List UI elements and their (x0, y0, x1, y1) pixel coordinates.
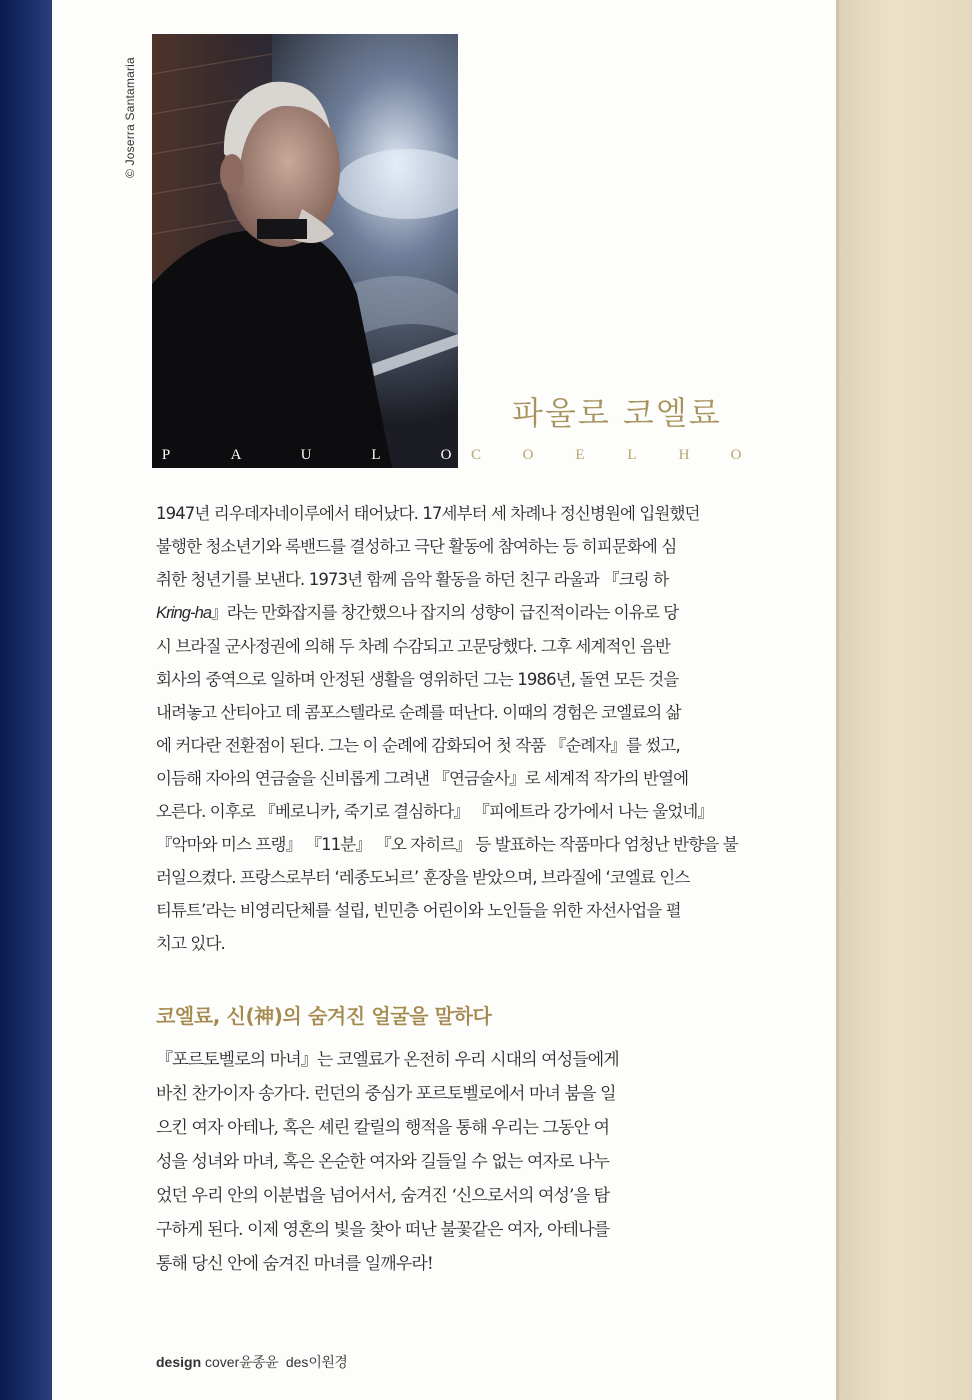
author-name-korean: 파울로 코엘료 (512, 394, 722, 432)
author-photo (152, 34, 458, 468)
bio-line-rest: 』라는 만화잡지를 창간했으나 잡지의 성향이 급진적이라는 이유로 당 (211, 603, 679, 622)
letter: H (678, 447, 690, 463)
letter: C (470, 447, 481, 463)
letter: L (627, 447, 637, 463)
intro-line: 으킨 여자 아테나, 혹은 셰린 칼릴의 행적을 통해 우리는 그동안 여 (156, 1118, 610, 1138)
designer-name: 이원경 (308, 1355, 348, 1371)
intro-line: 통해 당신 안에 숨겨진 마녀를 일깨우라! (156, 1254, 433, 1274)
intro-line: 었던 우리 안의 이분법을 넘어서서, 숨겨진 ‘신으로서의 여성’을 탐 (156, 1186, 610, 1206)
bio-line: 치고 있다. (156, 934, 225, 953)
page-edge-shadow (836, 0, 839, 1400)
cover-label: cover (205, 1354, 240, 1370)
letter: L (371, 447, 381, 463)
author-last-name-latin (466, 447, 746, 464)
letter: A (230, 447, 242, 463)
design-credits (156, 1352, 347, 1372)
bio-line: 회사의 중역으로 일하며 안정된 생활을 영위하던 그는 1986년, 돌연 모든 것을 (156, 670, 679, 689)
back-cover-band (838, 0, 972, 1400)
author-biography (156, 497, 746, 960)
bio-line: 시 브라질 군사정권에 의해 두 차례 수감되고 고문당했다. 그후 세계적인 음반 (156, 637, 671, 656)
bio-line (156, 596, 746, 630)
magazine-title-italic: Kring-ha (156, 604, 212, 622)
letter: O (522, 447, 534, 463)
intro-line: 성을 성녀와 마녀, 혹은 온순한 여자와 길들일 수 없는 여자로 나누 (156, 1152, 610, 1172)
bio-line: 취한 청년기를 보낸다. 1973년 함께 음악 활동을 하던 친구 라울과 『크링 하 (156, 570, 669, 589)
author-first-name-latin (156, 447, 456, 464)
letter: U (300, 447, 312, 463)
letter: O (730, 447, 742, 463)
spine-band (0, 0, 52, 1400)
photo-credit: © Joserra Santamaria (123, 57, 137, 178)
bio-line: 이듬해 자아의 연금술을 신비롭게 그려낸 『연금술사』로 세계적 작가의 반열에 (156, 769, 689, 788)
bio-line: 에 커다란 전환점이 된다. 그는 이 순례에 감화되어 첫 작품 『순례자』를 썼고, (156, 736, 680, 755)
des-label: des (285, 1354, 309, 1370)
design-label: design (156, 1354, 202, 1370)
intro-line: 바친 찬가이자 송가다. 런던의 중심가 포르토벨로에서 마녀 붐을 일 (156, 1084, 616, 1104)
letter: E (575, 447, 585, 463)
letter: P (161, 447, 171, 463)
author-photo-illustration (152, 34, 458, 468)
letter: O (440, 447, 452, 463)
intro-line: 『포르토벨로의 마녀』는 코엘료가 온전히 우리 시대의 여성들에게 (156, 1050, 619, 1070)
bio-line: 러일으켰다. 프랑스로부터 ‘레종도뇌르’ 훈장을 받았으며, 브라질에 ‘코엘료 인스 (156, 868, 690, 887)
bio-line: 티튜트’라는 비영리단체를 설립, 빈민층 어린이와 노인들을 위한 자선사업을 펼 (156, 901, 681, 920)
bio-line: 내려놓고 산티아고 데 콤포스텔라로 순례를 떠난다. 이때의 경험은 코엘료의 삶 (156, 703, 681, 722)
bio-line: 『악마와 미스 프랭』 『11분』 『오 자히르』 등 발표하는 작품마다 엄청난 반향을 불 (156, 835, 738, 854)
intro-line: 구하게 된다. 이제 영혼의 빛을 찾아 떠난 불꽃같은 여자, 아테나를 (156, 1220, 610, 1240)
bio-line: 오른다. 이후로 『베로니카, 죽기로 결심하다』 『피에트라 강가에서 나는 울었네』 (156, 802, 714, 821)
section-title: 코엘료, 신(神)의 숨겨진 얼굴을 말하다 (156, 1004, 492, 1028)
bio-line: 불행한 청소년기와 록밴드를 결성하고 극단 활동에 참여하는 등 히피문화에 심 (156, 537, 677, 556)
bio-line: 1947년 리우데자네이루에서 태어났다. 17세부터 세 차례나 정신병원에 입원했던 (156, 504, 700, 523)
cover-designer-name: 윤종윤 (239, 1355, 279, 1371)
book-introduction (156, 1043, 748, 1281)
